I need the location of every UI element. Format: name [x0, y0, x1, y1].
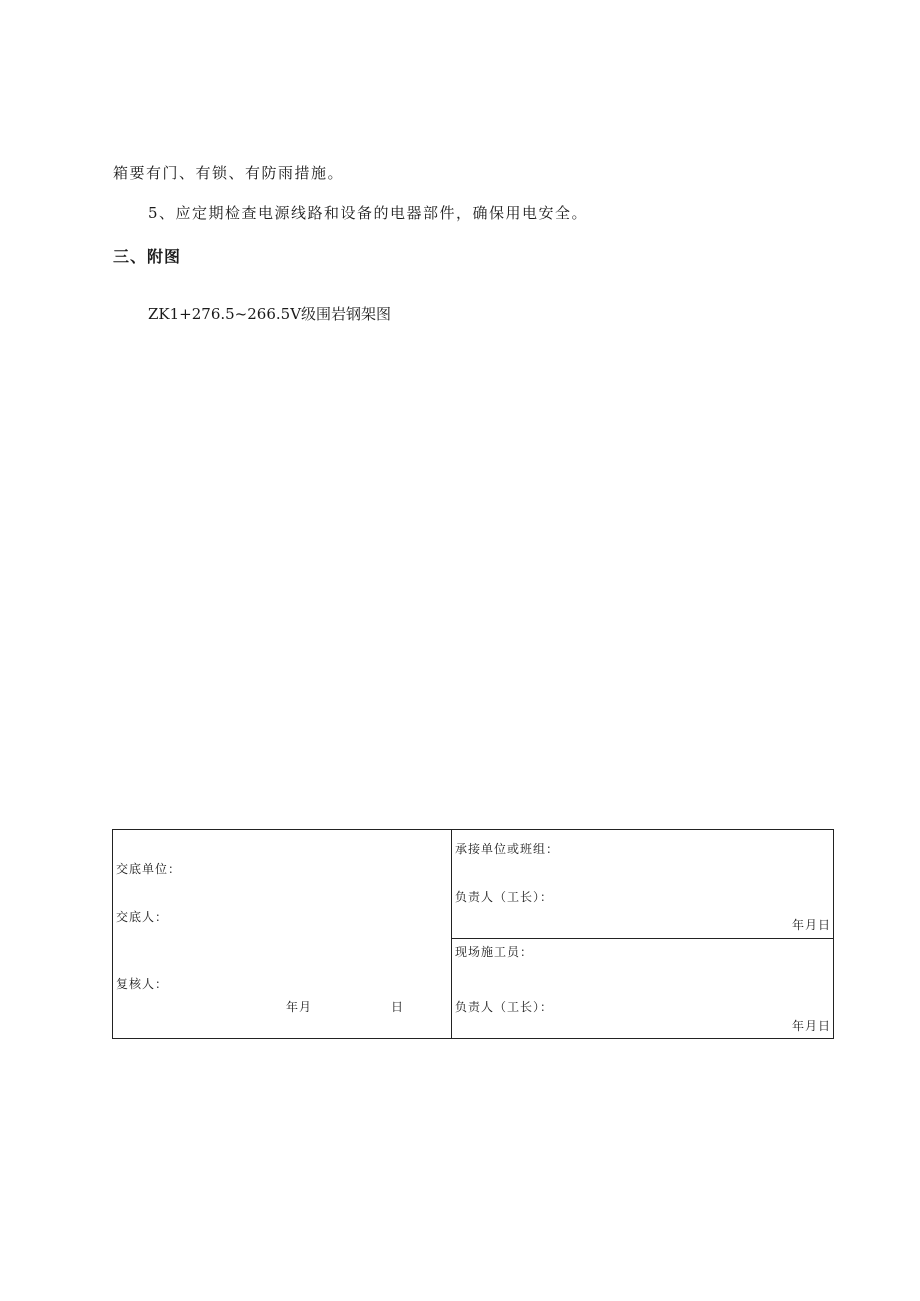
signoff-table	[112, 829, 834, 1039]
date-label: 年月日	[791, 1019, 831, 1033]
site-worker-label: 现场施工员：	[455, 945, 534, 959]
date-day: 日	[391, 1000, 405, 1014]
date-year-month: 年月	[286, 1000, 313, 1014]
handover-unit-label: 交底单位：	[116, 862, 182, 876]
handover-person-label: 交底人：	[116, 910, 169, 924]
responsible-label: 负责人（工长）：	[455, 1000, 554, 1014]
reviewer-label: 复核人：	[116, 977, 169, 991]
figure-caption: ZK1+276.5~266.5V级围岩钢架图	[148, 305, 392, 323]
receiving-unit-label: 承接单位或班组：	[455, 842, 560, 856]
signoff-left-cell	[113, 830, 452, 1038]
date-label: 年月日	[791, 918, 831, 932]
section-heading: 三、附图	[113, 247, 182, 266]
responsible-label: 负责人（工长）：	[455, 890, 554, 904]
body-text-line: 箱要有门、有锁、有防雨措施。	[113, 164, 345, 182]
signoff-right-column	[452, 830, 833, 1038]
signoff-right-top-cell	[452, 830, 833, 939]
body-text-line: 5、应定期检查电源线路和设备的电器部件，确保用电安全。	[148, 204, 589, 222]
signoff-right-bottom-cell	[452, 939, 833, 1038]
